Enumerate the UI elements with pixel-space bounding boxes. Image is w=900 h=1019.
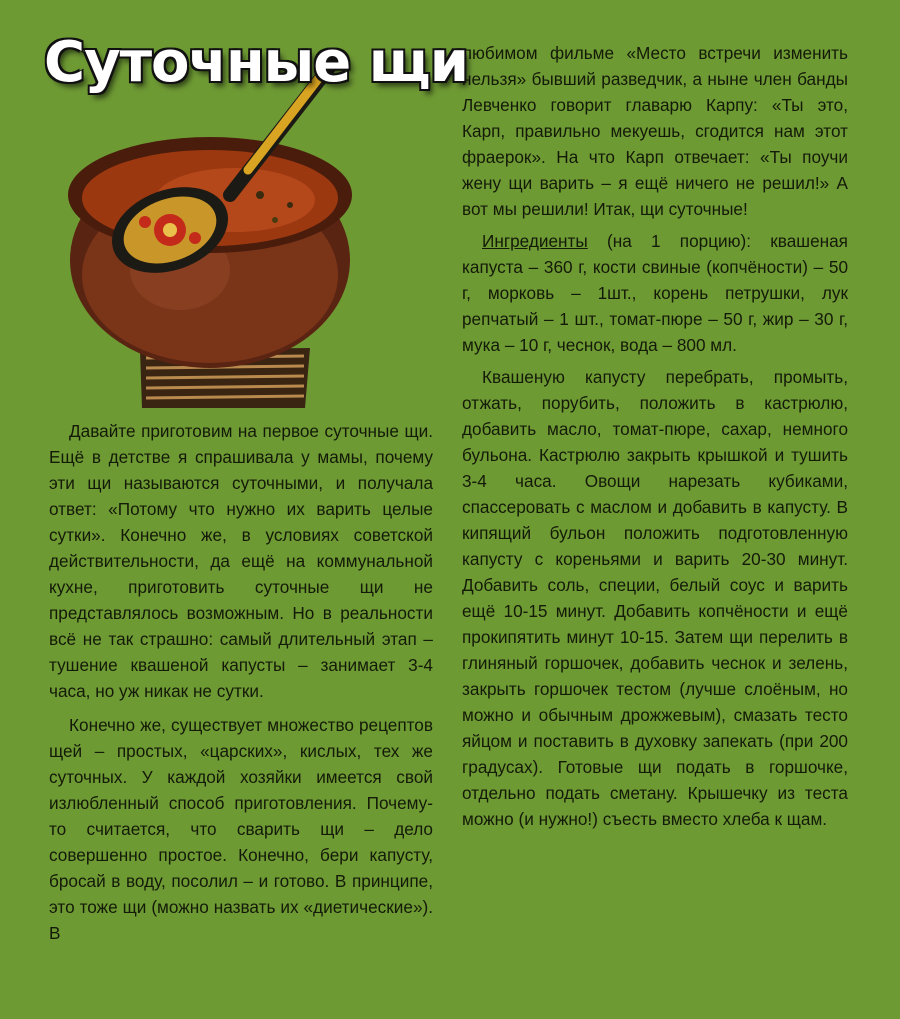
ingredients-label: Ингредиенты [482,231,588,251]
page-title: Суточные щи [44,30,468,95]
ingredients-paragraph [462,228,848,358]
recipes-paragraph: Конечно же, существует множество рецептов щей – простых, «царских», кислых, тех же суточных. У каждой хозяйки имеется свой излюбленный способ приготовления. Почему-то считается, что сварить щи – дело совершенно простое. Конечно, бери капусту, бросай в воду, посолил – и готово. В принципе, это тоже щи (можно назвать их «диетические»). В [49,715,433,943]
left-column [49,418,433,946]
ingredients-text: (на 1 порцию): квашеная капуста – 360 г, кости свиные (копчёности) – 50 г, морковь – 1шт., корень петрушки, лук репчатый – 1 шт., томат-пюре – 50 г, жир – 30 г, мука – 10 г, чеснок, вода – 800 мл. [462,231,848,355]
right-column [462,40,848,832]
clay-pot [68,137,352,368]
intro-paragraph: Давайте приготовим на первое суточные щи. Ещё в детстве я спрашивала у мамы, почему эти щи называются суточными, и получала ответ: «Потому что нужно их варить целые сутки». Конечно же, в условиях советской действительности, да ещё на коммунальной кухне, приготовить суточные щи не представлялось возможным. Но в реальности всё не так страшно: самый длительный этап – тушение квашеной капусты – занимает 3-4 часа, но уж никак не сутки. [49,421,433,701]
instructions-paragraph: Квашеную капусту перебрать, промыть, отжать, порубить, положить в кастрюлю, добавить масло, томат-пюре, сахар, немного бульона. Кастрюлю закрыть крышкой и тушить 3-4 часа. Овощи нарезать кубиками, спассеровать с маслом и добавить в капусту. В кипящий бульон положить подготовленную капусту с кореньями и варить 20-30 минут. Добавить соль, специи, белый соус и варить ещё 10-15 минут. Добавить копчёности и ещё прокипятить минут 10-15. Затем щи перелить в глиняный горшочек, добавить чеснок и зелень, закрыть горшочек тестом (лучше слоёным, но можно и обычным дрожжевым), смазать тесто яйцом и поставить в духовку запекать (при 200 градусах). Готовые щи подать в горшочке, отдельно подать сметану. Крышечку из теста можно (и нужно!) съесть вместо хлеба к щам. [462,367,848,829]
film-quote-paragraph: любимом фильме «Место встречи изменить нельзя» бывший разведчик, а ныне член банды Левченко говорит главарю Карпу: «Ты это, Карп, правильно мекуешь, сгодится нам этот фраерок». На что Карп отвечает: «Ты поучи жену щи варить – я ещё ничего не решил!» А вот мы решили! Итак, щи суточные! [462,43,848,219]
